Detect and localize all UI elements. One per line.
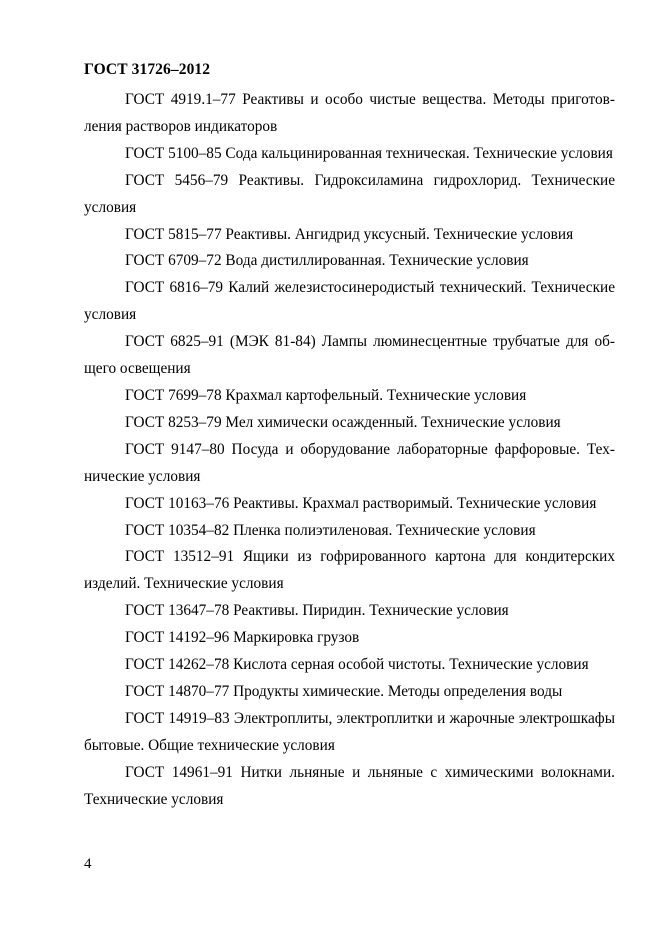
reference-entry: ГОСТ 6816–79 Калий железистосинеродистый технический. Технические условия <box>84 279 615 324</box>
reference-entry: ГОСТ 5815–77 Реактивы. Ангидрид уксусный. Технические условия <box>125 225 574 243</box>
reference-entry: ГОСТ 14262–78 Кислота серная особой чистоты. Технические условия <box>125 656 589 674</box>
reference-entry: ГОСТ 9147–80 Посуда и оборудование лабораторные фарфоровые. Технические условия <box>84 440 615 485</box>
reference-entry: ГОСТ 13647–78 Реактивы. Пиридин. Технические условия <box>125 602 509 620</box>
reference-entry: ГОСТ 5456–79 Реактивы. Гидроксиламина гидрохлорид. Технические условия <box>84 171 615 216</box>
reference-entry: ГОСТ 6825–91 (МЭК 81-84) Лампы люминесцентные трубчатые для общего освещения <box>84 333 615 378</box>
reference-entry: ГОСТ 8253–79 Мел химически осажденный. Технические условия <box>125 413 561 431</box>
reference-entry: ГОСТ 14961–91 Нитки льняные и льняные с химическими волокнами. Технические условия <box>84 763 615 808</box>
normative-references-list <box>84 87 615 813</box>
reference-entry: ГОСТ 10354–82 Пленка полиэтиленовая. Технические условия <box>125 521 536 539</box>
reference-entry: ГОСТ 4919.1–77 Реактивы и особо чистые вещества. Методы приготовления растворов индикаторов <box>84 91 615 135</box>
reference-entry: ГОСТ 14192–96 Маркировка грузов <box>125 629 360 647</box>
reference-entry: ГОСТ 14919–83 Электроплиты, электроплитки и жарочные электрошкафы бытовые. Общие технические условия <box>84 709 615 754</box>
reference-entry: ГОСТ 10163–76 Реактивы. Крахмал растворимый. Технические условия <box>125 494 597 512</box>
reference-entry: ГОСТ 6709–72 Вода дистиллированная. Технические условия <box>125 252 529 270</box>
reference-entry: ГОСТ 14870–77 Продукты химические. Методы определения воды <box>125 682 563 700</box>
reference-entry: ГОСТ 13512–91 Ящики из гофрированного картона для кондитерских изделий. Технические условия <box>84 548 615 593</box>
reference-entry: ГОСТ 5100–85 Сода кальцинированная техническая. Технические условия <box>125 144 613 162</box>
page-number: 4 <box>84 856 92 872</box>
reference-entry: ГОСТ 7699–78 Крахмал картофельный. Технические условия <box>125 386 527 404</box>
document-header-title: ГОСТ 31726–2012 <box>84 61 211 78</box>
